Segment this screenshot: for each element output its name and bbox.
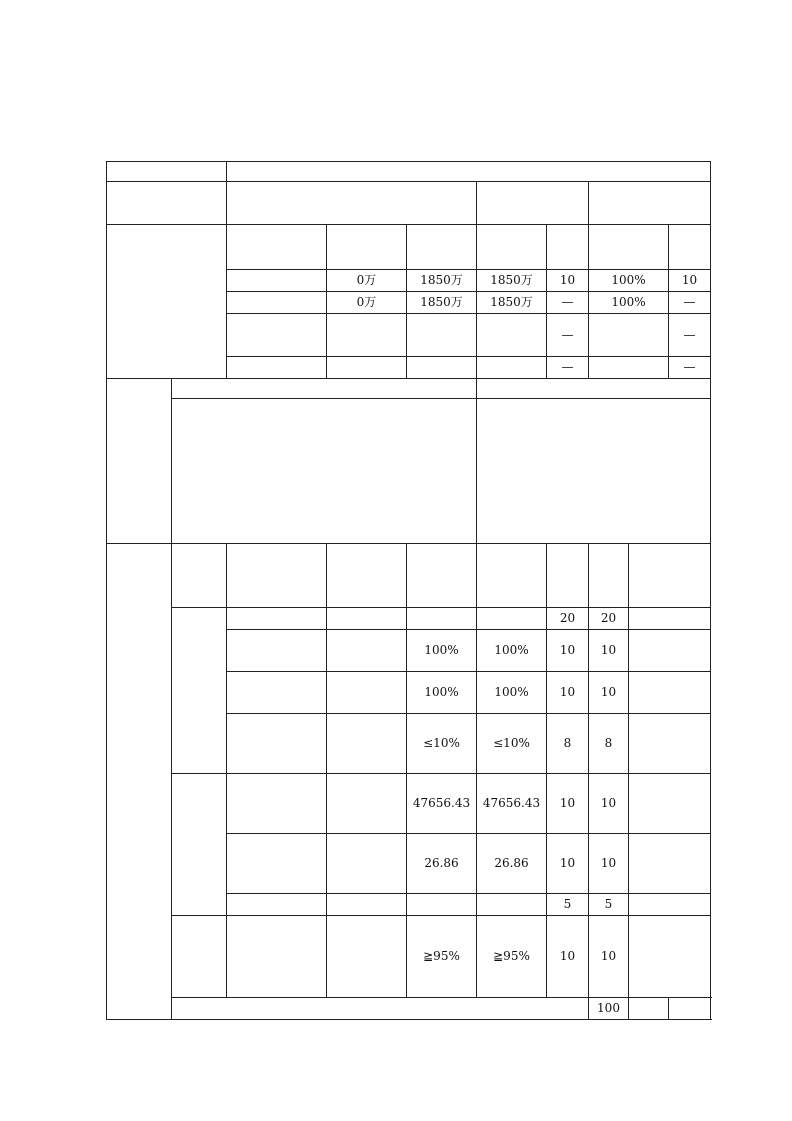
got-value: 10 <box>589 834 629 894</box>
level2 <box>227 916 327 998</box>
perf-row <box>107 916 711 998</box>
funds-annual: 1850万 <box>407 292 477 314</box>
actual-value: 100% <box>477 630 547 672</box>
funds-annual <box>407 357 477 379</box>
score-value: 10 <box>547 774 589 834</box>
col-initial-budget <box>327 225 407 270</box>
funds-row-label <box>227 314 327 357</box>
total-got <box>629 998 669 1020</box>
level2 <box>227 630 327 672</box>
funds-score: — <box>547 292 589 314</box>
funds-label <box>107 225 227 379</box>
funds-exec: 1850万 <box>477 292 547 314</box>
col-exec-rate <box>589 225 669 270</box>
dept-label <box>107 182 227 225</box>
level3 <box>327 774 407 834</box>
deviation-note <box>629 630 711 672</box>
funds-got: — <box>669 357 711 379</box>
col-target <box>407 544 477 608</box>
funds-annual <box>407 314 477 357</box>
level3 <box>327 608 407 630</box>
total-note <box>669 998 711 1020</box>
funds-annual: 1850万 <box>407 270 477 292</box>
level2 <box>227 608 327 630</box>
deviation-note <box>629 916 711 998</box>
deviation-note <box>629 834 711 894</box>
goals-actual-head <box>477 379 711 399</box>
level2 <box>227 774 327 834</box>
level2 <box>227 672 327 714</box>
funds-row-label <box>227 357 327 379</box>
project-name-row <box>107 162 711 182</box>
funds-score: — <box>547 357 589 379</box>
got-value: 10 <box>589 630 629 672</box>
got-value: 10 <box>589 672 629 714</box>
level2 <box>227 834 327 894</box>
funds-rate <box>589 314 669 357</box>
funds-initial: 0万 <box>327 292 407 314</box>
col-level3 <box>327 544 407 608</box>
total-label <box>172 998 589 1020</box>
deviation-note <box>629 774 711 834</box>
actual-value: 26.86 <box>477 834 547 894</box>
funds-rate <box>589 357 669 379</box>
actual-value <box>477 894 547 916</box>
impl-unit-label <box>477 182 589 225</box>
col-deviation-note <box>629 544 711 608</box>
funds-empty-cell <box>227 225 327 270</box>
got-value: 20 <box>589 608 629 630</box>
goals-planned-head <box>172 379 477 399</box>
level2 <box>227 894 327 916</box>
funds-header-row <box>107 225 711 270</box>
goals-label <box>107 379 172 544</box>
col-annual-budget <box>407 225 477 270</box>
perf-label <box>107 544 172 1020</box>
score-value: 20 <box>547 608 589 630</box>
col-annual-exec <box>477 225 547 270</box>
funds-rate: 100% <box>589 292 669 314</box>
perf-row <box>107 774 711 834</box>
project-name-value <box>227 162 711 182</box>
target-value: 47656.43 <box>407 774 477 834</box>
project-name-label <box>107 162 227 182</box>
col-perf-score <box>547 544 589 608</box>
perf-header-row <box>107 544 711 608</box>
level2 <box>227 714 327 774</box>
got-value: 10 <box>589 774 629 834</box>
funds-row-label <box>227 270 327 292</box>
target-value <box>407 608 477 630</box>
level3 <box>327 834 407 894</box>
impl-unit-value <box>589 182 711 225</box>
total-row <box>107 998 711 1020</box>
col-got-score <box>669 225 711 270</box>
actual-value: ≧95% <box>477 916 547 998</box>
actual-value: 47656.43 <box>477 774 547 834</box>
evaluation-table <box>106 161 711 1020</box>
target-value: 100% <box>407 672 477 714</box>
funds-got: — <box>669 314 711 357</box>
funds-row-label <box>227 292 327 314</box>
got-value: 10 <box>589 916 629 998</box>
funds-got: — <box>669 292 711 314</box>
target-value: ≧95% <box>407 916 477 998</box>
target-value: 100% <box>407 630 477 672</box>
group-satisfaction-label <box>172 916 227 998</box>
funds-exec <box>477 357 547 379</box>
got-value: 5 <box>589 894 629 916</box>
funds-score: — <box>547 314 589 357</box>
score-value: 10 <box>547 916 589 998</box>
target-value: ≤10% <box>407 714 477 774</box>
col-level1 <box>172 544 227 608</box>
got-value: 8 <box>589 714 629 774</box>
deviation-note <box>629 894 711 916</box>
col-perf-got <box>589 544 629 608</box>
dept-value <box>227 182 477 225</box>
level3 <box>327 894 407 916</box>
funds-initial: 0万 <box>327 270 407 292</box>
deviation-note <box>629 714 711 774</box>
score-value: 5 <box>547 894 589 916</box>
actual-value: ≤10% <box>477 714 547 774</box>
score-value: 8 <box>547 714 589 774</box>
deviation-note <box>629 672 711 714</box>
level3 <box>327 630 407 672</box>
target-value: 26.86 <box>407 834 477 894</box>
level3 <box>327 714 407 774</box>
funds-got: 10 <box>669 270 711 292</box>
deviation-note <box>629 608 711 630</box>
perf-row <box>107 608 711 630</box>
col-score <box>547 225 589 270</box>
col-level2 <box>227 544 327 608</box>
actual-value: 100% <box>477 672 547 714</box>
goals-header-row <box>107 379 711 399</box>
col-actual <box>477 544 547 608</box>
funds-exec <box>477 314 547 357</box>
funds-initial <box>327 357 407 379</box>
actual-value <box>477 608 547 630</box>
group-benefit-label <box>172 774 227 916</box>
funds-score: 10 <box>547 270 589 292</box>
goals-planned-text <box>172 399 477 544</box>
goals-actual-text <box>477 399 711 544</box>
total-score: 100 <box>589 998 629 1020</box>
target-value <box>407 894 477 916</box>
department-row <box>107 182 711 225</box>
goals-content-row <box>107 399 711 544</box>
score-value: 10 <box>547 672 589 714</box>
score-value: 10 <box>547 834 589 894</box>
funds-rate: 100% <box>589 270 669 292</box>
funds-initial <box>327 314 407 357</box>
level3 <box>327 672 407 714</box>
score-value: 10 <box>547 630 589 672</box>
funds-exec: 1850万 <box>477 270 547 292</box>
group-output-label <box>172 608 227 774</box>
level3 <box>327 916 407 998</box>
